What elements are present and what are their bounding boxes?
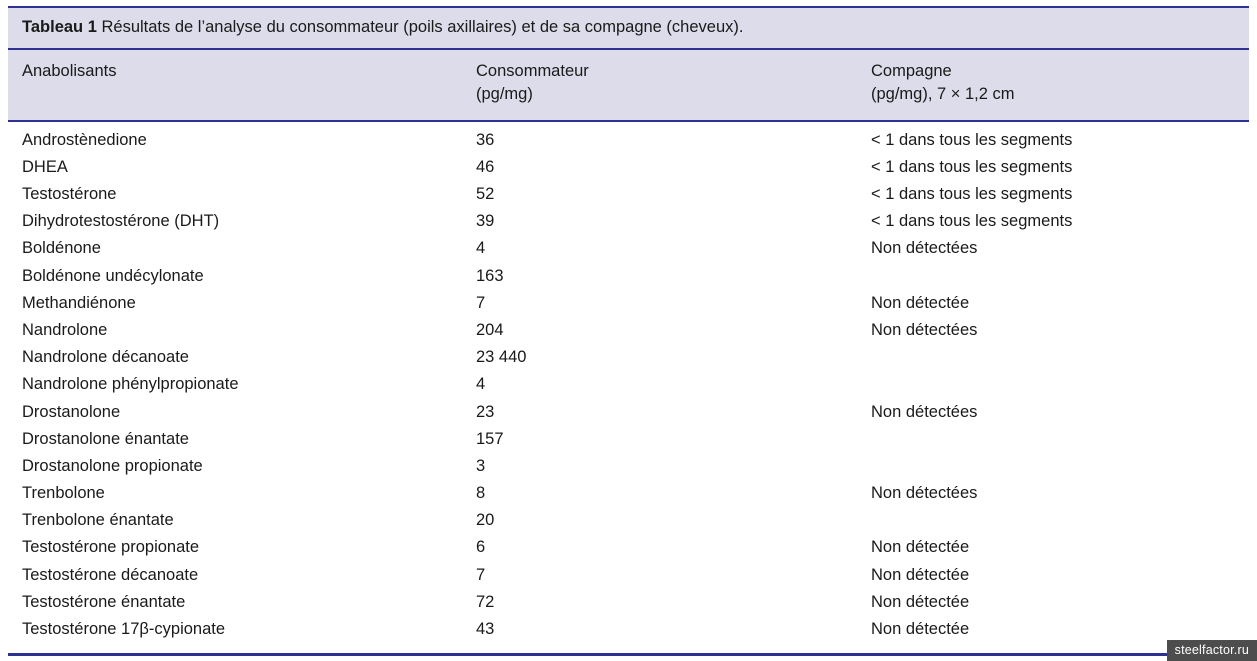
results-table xyxy=(8,6,1249,656)
cell-consommateur: 157 xyxy=(476,429,504,448)
cell-analyte: Testostérone xyxy=(22,185,117,203)
table-row xyxy=(8,484,1249,511)
cell-consommateur: 20 xyxy=(476,511,495,530)
cell-analyte: Trenbolone xyxy=(22,484,105,503)
table-row xyxy=(8,403,1249,430)
cell-compagne: < 1 dans tous les segments xyxy=(871,130,1073,149)
cell-consommateur: 46 xyxy=(476,157,495,176)
table-row xyxy=(8,158,1249,185)
table-row xyxy=(8,511,1249,538)
cell-analyte: Testostérone décanoate xyxy=(22,565,199,584)
cell-compagne: Non détectées xyxy=(871,402,978,421)
cell-analyte: Androstènedione xyxy=(22,130,147,149)
table-row xyxy=(8,321,1249,348)
table-row xyxy=(8,185,1249,212)
cell-analyte: Testostérone énantate xyxy=(22,592,186,611)
table-row xyxy=(8,566,1249,593)
cell-analyte: Testostérone propionate xyxy=(22,538,200,557)
table-row xyxy=(8,593,1249,620)
cell-consommateur: 8 xyxy=(476,484,486,503)
table-row xyxy=(8,620,1249,647)
cell-analyte: Nandrolone phénylpropionate xyxy=(22,375,239,394)
cell-consommateur: 52 xyxy=(476,185,495,203)
column-header-consommateur-subtitle: (pg/mg) xyxy=(476,85,533,104)
cell-compagne: Non détectée xyxy=(871,592,970,611)
cell-compagne: < 1 dans tous les segments xyxy=(871,157,1073,176)
cell-consommateur: 23 xyxy=(476,402,495,421)
cell-consommateur: 7 xyxy=(476,293,486,312)
cell-analyte: DHEA xyxy=(22,157,68,176)
caption-label: Tableau 1 xyxy=(22,18,97,36)
cell-analyte: Methandiénone xyxy=(22,293,136,312)
cell-analyte: Nandrolone xyxy=(22,320,108,339)
table-header-row xyxy=(8,50,1249,120)
cell-consommateur: 7 xyxy=(476,565,486,584)
table-row xyxy=(8,212,1249,239)
cell-compagne: Non détectées xyxy=(871,320,978,339)
table-row xyxy=(8,348,1249,375)
cell-consommateur: 163 xyxy=(476,266,504,285)
cell-compagne: Non détectée xyxy=(871,565,970,584)
column-header-consommateur xyxy=(476,60,589,107)
cell-consommateur: 204 xyxy=(476,320,504,339)
column-header-anabolisants-title: Anabolisants xyxy=(22,61,117,80)
table-caption xyxy=(8,8,1249,48)
cell-compagne: Non détectées xyxy=(871,484,978,503)
column-header-anabolisants xyxy=(22,60,116,83)
column-header-compagne-subtitle: (pg/mg), 7 × 1,2 cm xyxy=(871,85,1015,104)
cell-analyte: Drostanolone énantate xyxy=(22,429,189,448)
cell-compagne: Non détectées xyxy=(871,239,978,258)
table-bottom-rule xyxy=(8,653,1249,656)
cell-compagne: < 1 dans tous les segments xyxy=(871,212,1073,231)
cell-analyte: Boldénone undécylonate xyxy=(22,266,204,285)
table-row xyxy=(8,131,1249,158)
cell-compagne: Non détectée xyxy=(871,620,970,638)
table-body xyxy=(8,122,1249,654)
cell-analyte: Drostanolone propionate xyxy=(22,456,203,475)
cell-consommateur: 4 xyxy=(476,239,486,258)
cell-consommateur: 3 xyxy=(476,456,486,475)
column-header-compagne-title: Compagne xyxy=(871,61,952,80)
cell-analyte: Trenbolone énantate xyxy=(22,511,174,530)
column-header-consommateur-title: Consommateur xyxy=(476,61,589,80)
cell-analyte: Testostérone 17β-cypionate xyxy=(22,620,226,638)
cell-consommateur: 72 xyxy=(476,592,495,611)
column-header-compagne xyxy=(871,60,1015,107)
cell-consommateur: 6 xyxy=(476,538,486,557)
cell-compagne: Non détectée xyxy=(871,293,970,312)
cell-analyte: Dihydrotestostérone (DHT) xyxy=(22,212,220,231)
cell-compagne: < 1 dans tous les segments xyxy=(871,185,1073,203)
cell-compagne: Non détectée xyxy=(871,538,970,557)
table-row xyxy=(8,538,1249,565)
cell-consommateur: 36 xyxy=(476,130,495,149)
table-row xyxy=(8,294,1249,321)
cell-analyte: Drostanolone xyxy=(22,402,121,421)
table-row xyxy=(8,239,1249,266)
cell-analyte: Nandrolone décanoate xyxy=(22,348,189,367)
table-row xyxy=(8,430,1249,457)
watermark: steelfactor.ru xyxy=(1167,640,1257,661)
cell-analyte: Boldénone xyxy=(22,239,101,258)
caption-text: Résultats de l’analyse du consommateur (poils axillaires) et de sa compagne (cheveux). xyxy=(101,18,744,36)
cell-consommateur: 39 xyxy=(476,212,495,231)
table-row xyxy=(8,375,1249,402)
table-row xyxy=(8,457,1249,484)
cell-consommateur: 43 xyxy=(476,620,495,638)
cell-consommateur: 4 xyxy=(476,375,486,394)
table-row xyxy=(8,267,1249,294)
cell-consommateur: 23 440 xyxy=(476,348,527,367)
